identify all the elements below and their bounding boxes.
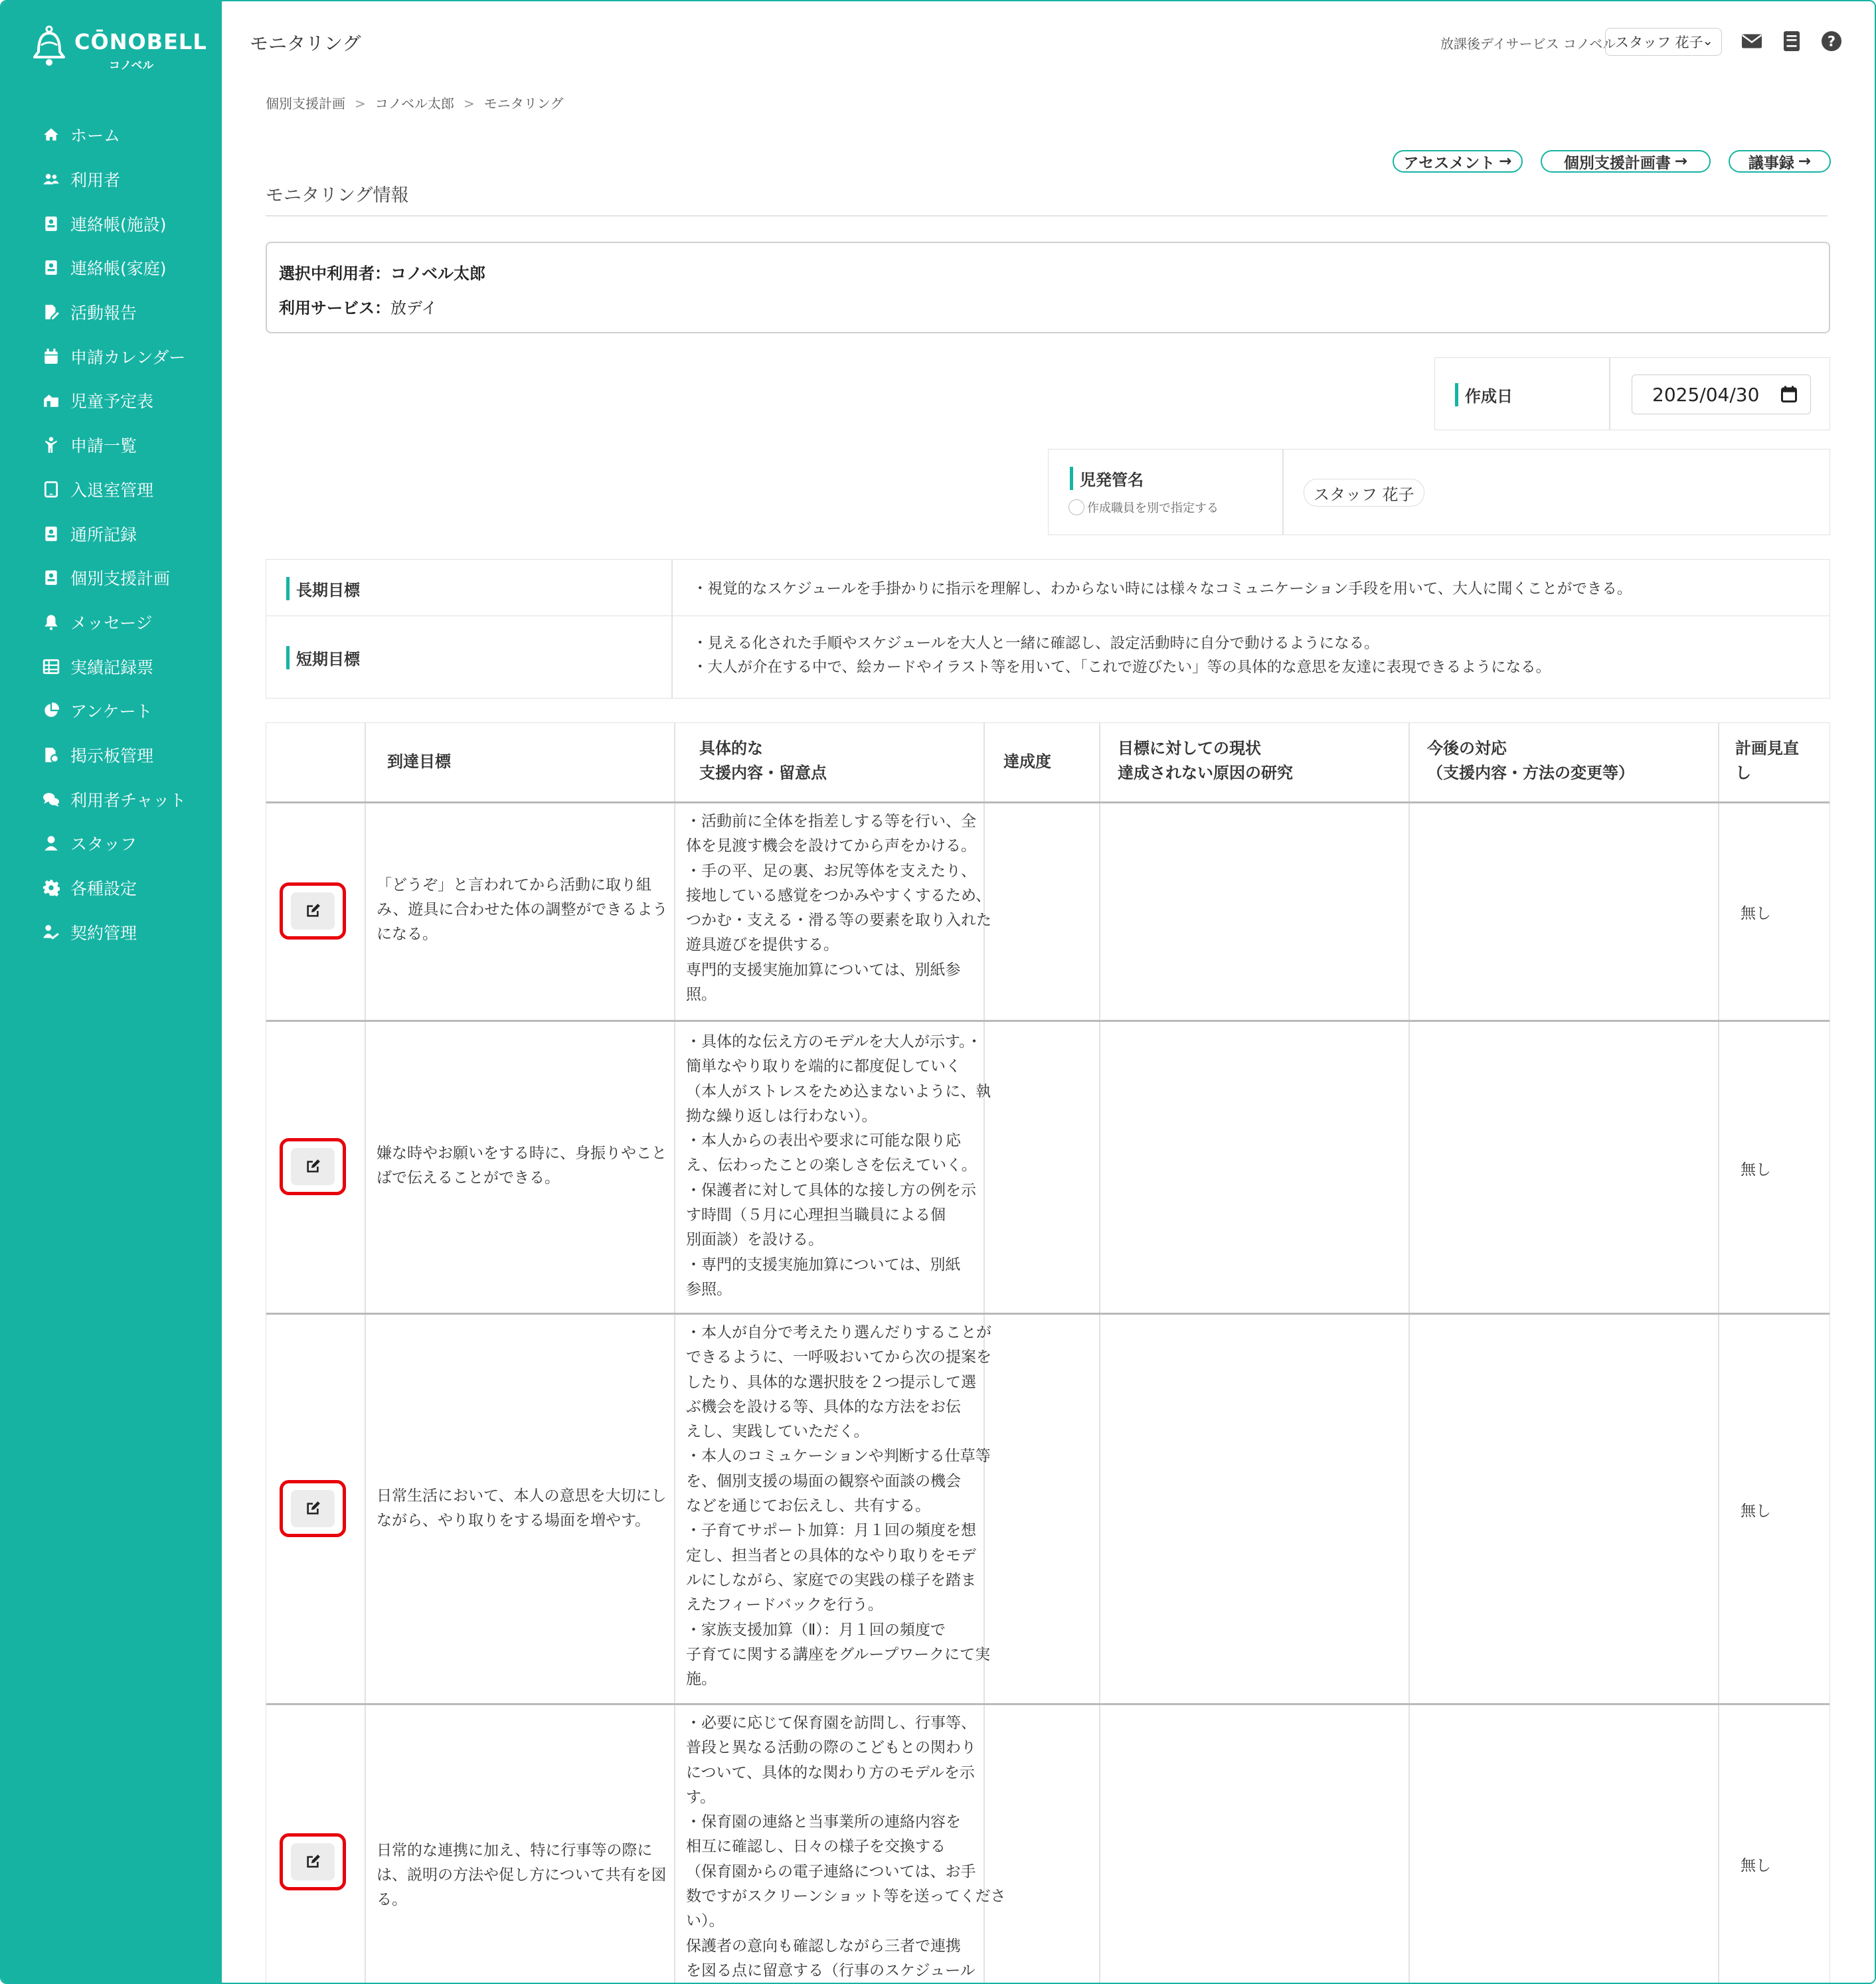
support-line: 普段と異なる活動の際のこどもとの関わり	[686, 1739, 976, 1757]
support-line: ぶ機会を設ける等、具体的な方法をお伝	[686, 1398, 961, 1416]
header-future-line: 今後の対応	[1427, 739, 1507, 758]
support-plan-button[interactable]	[1541, 150, 1711, 173]
sidebar-item-label: メッセージ	[70, 613, 153, 633]
support-line: 子育てに関する講座をグループワークにて実	[686, 1645, 991, 1663]
support-line: 簡単なやり取りを端的に都度促していく	[686, 1058, 961, 1076]
edit-icon	[304, 1853, 321, 1870]
sidebar-item-label: 利用者チャット	[70, 790, 187, 810]
header-status	[1118, 736, 1293, 785]
sidebar-item-label: 申請一覧	[70, 436, 137, 456]
report-edit-icon	[41, 303, 61, 321]
row-divider	[266, 1313, 1830, 1315]
support-line: 接地している感覚をつかみやすくするため、	[686, 886, 991, 904]
main-content	[222, 3, 1875, 1984]
header-support-line: 支援内容・留意点	[699, 764, 827, 782]
long-term-goal-text: ・視覚的なスケジュールを手掛かりに指示を理解し、わからない時には様々なコミュニケーション手段を用いて、大人に聞くことができる。	[693, 580, 1632, 598]
support-line: 体を見渡す機会を設けてから声をかける。	[686, 837, 976, 855]
support-line: 保護者の意向も確認しながら三者で連携	[686, 1937, 961, 1955]
sidebar-item-board[interactable]	[1, 733, 222, 778]
support-cell	[686, 809, 991, 1007]
header-review	[1735, 736, 1799, 785]
sidebar-item-label: 各種設定	[70, 879, 137, 899]
calendar-icon	[41, 347, 61, 366]
support-line: 遊具遊びを提供する。	[686, 936, 839, 954]
manager-label: 児発管名	[1070, 467, 1144, 490]
selected-user-line	[279, 260, 485, 284]
sidebar-item-contact-home[interactable]	[1, 246, 222, 290]
record-book-icon	[41, 525, 61, 543]
sidebar-item-label: 入退室管理	[70, 480, 154, 500]
sidebar-item-home[interactable]	[1, 113, 222, 157]
support-line: ・必要に応じて保育園を訪問し、行事等、	[686, 1714, 976, 1732]
header-future-line: （支援内容・方法の変更等）	[1427, 764, 1634, 782]
sidebar-item-performance-record[interactable]	[1, 644, 222, 689]
calendar-icon[interactable]	[1780, 384, 1798, 403]
sidebar-item-activity-report[interactable]	[1, 290, 222, 335]
sidebar-item-label: 活動報告	[70, 303, 137, 323]
board-icon	[41, 746, 61, 764]
row-divider	[266, 1703, 1830, 1705]
row-divider	[266, 801, 1830, 803]
sidebar-item-label: 連絡帳(施設)	[70, 214, 167, 234]
arrow-right-icon: →	[1499, 153, 1512, 170]
support-line: 照。	[686, 986, 717, 1004]
staff-icon	[41, 834, 61, 853]
support-line: えし、実践していただく。	[686, 1423, 869, 1441]
support-line: （本人がストレスをため込まないように、執	[686, 1082, 991, 1100]
sidebar	[1, 1, 222, 1983]
support-line: ・子育てサポート加算：月１回の頻度を想	[686, 1522, 976, 1540]
support-line: 施。	[686, 1671, 717, 1689]
help-icon[interactable]	[1820, 29, 1843, 53]
brand-sub: コノベル	[109, 59, 154, 72]
child-icon	[41, 436, 61, 454]
header-goal: 到達目標	[387, 752, 451, 771]
support-line: ルにしながら、家庭での実践の様子を踏ま	[686, 1571, 976, 1589]
arrow-right-icon: →	[1674, 153, 1688, 170]
edit-row-button[interactable]	[280, 1138, 346, 1195]
manager-block	[1048, 449, 1830, 535]
edit-row-button-inner	[291, 1490, 335, 1527]
support-line: す時間（５月に心理担当職員による個	[686, 1206, 946, 1224]
pie-chart-icon	[41, 701, 61, 720]
support-line: 別面談）を設ける。	[686, 1231, 823, 1249]
breadcrumb-separator: >	[463, 96, 475, 112]
support-line: （保育園からの電子連絡については、お手	[686, 1862, 976, 1880]
assessment-button-label: アセスメント	[1403, 154, 1495, 172]
assessment-button[interactable]	[1393, 150, 1523, 173]
selected-user-panel	[266, 242, 1830, 333]
selected-user-label: 選択中利用者：	[279, 264, 390, 283]
sidebar-item-entry-exit[interactable]	[1, 467, 222, 512]
sidebar-item-settings[interactable]	[1, 866, 222, 910]
review-cell: 無し	[1741, 905, 1771, 922]
support-line: を、個別支援の場面の観察や面談の機会	[686, 1472, 961, 1490]
sidebar-item-label: 児童予定表	[70, 392, 154, 412]
edit-icon	[304, 902, 321, 920]
mail-icon[interactable]	[1740, 29, 1764, 53]
contact-book-icon	[41, 258, 61, 277]
staff-select[interactable]	[1605, 28, 1722, 56]
contact-book-icon	[41, 214, 61, 233]
breadcrumb-separator: >	[355, 96, 366, 112]
sidebar-item-label: 申請カレンダー	[70, 347, 186, 367]
divider	[1609, 358, 1610, 430]
support-line: ・活動前に全体を指差しする等を行い、全	[686, 813, 976, 830]
sidebar-item-label: 通所記録	[70, 525, 137, 544]
sidebar-item-attendance-record[interactable]	[1, 511, 222, 556]
support-line: ・本人からの表出や要求に可能な限り応	[686, 1132, 961, 1150]
bell-logo-icon	[29, 25, 69, 69]
support-cell	[686, 1711, 1006, 1983]
schedule-icon	[41, 391, 61, 410]
created-date-block	[1434, 357, 1830, 430]
sidebar-item-label: スタッフ	[70, 835, 137, 855]
support-line: ・手の平、足の裏、お尻等体を支えたり、	[686, 862, 976, 880]
support-line: ・本人が自分で考えたり選んだりすることが	[686, 1324, 991, 1341]
breadcrumb-item-current: モニタリング	[483, 96, 564, 112]
service-value: 放デイ	[390, 299, 438, 317]
created-date-input[interactable]	[1632, 374, 1811, 414]
users-icon	[41, 170, 61, 189]
header-review-line: 計画見直	[1735, 739, 1799, 758]
edit-row-button[interactable]	[280, 1480, 346, 1537]
goal-cell: 「どうぞ」と言われてから活動に取り組み、遊具に合わせた体の調整ができるようになる。	[377, 876, 668, 943]
header-status-line: 達成されない原因の研究	[1118, 764, 1293, 782]
support-line: す。	[686, 1788, 716, 1806]
sidebar-item-calendar[interactable]	[1, 334, 222, 378]
section-divider	[266, 215, 1828, 216]
support-line: ・家族支援加算（Ⅱ）：月１回の頻度で	[686, 1621, 946, 1639]
plan-book-icon	[41, 568, 61, 587]
review-cell: 無し	[1741, 1503, 1771, 1520]
support-line: ・具体的な伝え方のモデルを大人が示す。・	[686, 1033, 982, 1050]
service-label: 利用サービス：	[279, 299, 390, 317]
support-line: え、伝わったことの楽しさを伝えていく。	[686, 1157, 977, 1175]
home-icon	[41, 125, 61, 144]
specify-staff-option[interactable]	[1068, 499, 1219, 516]
breadcrumb-item-user[interactable]: コノベル太郎	[375, 96, 454, 112]
column-divider	[1408, 723, 1410, 1984]
section-title: モニタリング情報	[266, 185, 409, 206]
sidebar-item-users[interactable]	[1, 157, 222, 202]
divider	[671, 560, 673, 698]
goal-cell: 日常生活において、本人の意思を大切にしながら、やり取りをする場面を増やす。	[377, 1487, 667, 1529]
review-cell: 無し	[1741, 1857, 1771, 1874]
edit-row-button[interactable]	[280, 1833, 346, 1890]
short-term-goal-text: ・見える化された手順やスケジュールを大人と一緒に確認し、設定活動時に自分で動けるようになる。	[693, 635, 1379, 652]
sidebar-item-staff[interactable]	[1, 821, 222, 866]
sidebar-item-messages[interactable]	[1, 600, 222, 645]
bell-icon	[41, 613, 61, 631]
support-line: 参照。	[686, 1280, 732, 1298]
edit-row-button[interactable]	[280, 882, 346, 940]
tablet-icon	[41, 480, 61, 499]
edit-row-button-inner	[291, 892, 335, 930]
chevron-down-icon: ⌄	[1702, 33, 1713, 48]
support-line: したり、具体的な選択肢を２つ提示して選	[686, 1373, 976, 1391]
sidebar-item-label: アンケート	[70, 702, 153, 722]
sidebar-item-label: 実績記録票	[70, 657, 154, 677]
short-term-goal-text: ・大人が介在する中で、絵カードやイラスト等を用いて、「これで遊びたい」等の具体的な意思を友達に表現できるようになる。	[693, 659, 1551, 676]
staff-select-value: スタッフ 花子	[1615, 35, 1703, 50]
divider	[1282, 450, 1284, 535]
sidebar-item-contact-facility[interactable]	[1, 201, 222, 246]
selected-user-value: コノベル太郎	[390, 264, 486, 283]
header-support	[699, 736, 827, 785]
row-divider	[266, 1020, 1830, 1022]
support-cell	[686, 1321, 991, 1692]
support-line: などを通じてお伝えし、共有する。	[686, 1497, 930, 1515]
brand-logo[interactable]	[29, 25, 207, 73]
sidebar-item-label: 個別支援計画	[70, 569, 171, 589]
edit-row-button-inner	[291, 1148, 335, 1185]
manual-book-icon[interactable]	[1780, 29, 1804, 53]
support-line: い）。	[686, 1912, 725, 1930]
column-divider	[1099, 723, 1100, 1984]
sidebar-nav	[1, 113, 222, 954]
sidebar-item-child-schedule[interactable]	[1, 378, 222, 423]
sidebar-item-label: 連絡帳(家庭)	[70, 259, 167, 279]
support-line: ・保護者に対して具体的な接し方の例を示	[686, 1181, 976, 1199]
breadcrumb-item-plan[interactable]: 個別支援計画	[266, 96, 345, 112]
support-line: ・本人のコミュケーションや判断する仕草等	[686, 1447, 991, 1465]
support-line: ・専門的支援実施加算については、別紙	[686, 1256, 961, 1274]
review-cell: 無し	[1741, 1161, 1771, 1179]
sidebar-item-label: ホーム	[70, 126, 121, 146]
page-title: モニタリング	[250, 33, 361, 54]
service-line	[279, 295, 437, 318]
edit-icon	[304, 1158, 321, 1175]
svg-text:?: ?	[1827, 33, 1836, 50]
created-date-label: 作成日	[1455, 383, 1513, 406]
sidebar-item-label: 掲示板管理	[70, 746, 154, 766]
chat-icon	[41, 790, 61, 809]
support-line: 専門的支援実施加算については、別紙参	[686, 961, 961, 979]
sidebar-item-label: 契約管理	[70, 923, 137, 943]
sidebar-item-label: 利用者	[70, 171, 121, 191]
sidebar-item-contract[interactable]	[1, 910, 222, 954]
goal-cell: 嫌な時やお願いをする時に、身振りやことばで伝えることができる。	[377, 1145, 667, 1187]
goal-cell: 日常的な連携に加え、特に行事等の際には、説明の方法や促し方について共有を図る。	[377, 1842, 667, 1908]
sidebar-item-request-list[interactable]	[1, 423, 222, 467]
minutes-button[interactable]	[1729, 150, 1831, 173]
org-name: 放課後デイサービス コノベル	[1440, 36, 1616, 52]
support-line: 相互に確認し、日々の様子を交換する	[686, 1838, 946, 1856]
header-status-line: 目標に対しての現状	[1118, 739, 1261, 758]
goals-table	[266, 559, 1830, 699]
monitoring-table	[266, 722, 1830, 1984]
column-divider	[365, 723, 366, 1984]
brand-name: CŌNOBELL	[74, 29, 207, 54]
support-line: できるように、一呼吸おいてから次の提案を	[686, 1349, 991, 1366]
support-line: ・保育園の連絡と当事業所の連絡内容を	[686, 1813, 961, 1831]
created-date-value: 2025/04/30	[1652, 383, 1760, 406]
support-line: 数ですがスクリーンショット等を送ってくださ	[686, 1888, 1006, 1906]
support-line: 拗な繰り返しは行わない）。	[686, 1107, 877, 1125]
specify-staff-label: 作成職員を別で指定する	[1087, 501, 1219, 515]
header-support-line: 具体的な	[699, 739, 763, 758]
arrow-right-icon: →	[1798, 153, 1812, 170]
edit-icon	[304, 1500, 321, 1517]
sidebar-item-support-plan[interactable]	[1, 556, 222, 600]
table-icon	[41, 657, 61, 676]
short-term-goal-label: 短期目標	[286, 646, 360, 669]
minutes-button-label: 議事録	[1748, 154, 1794, 172]
support-plan-button-label: 個別支援計画書	[1563, 154, 1671, 172]
header-achievement: 達成度	[1003, 752, 1051, 771]
breadcrumb	[266, 93, 563, 112]
gear-icon	[41, 878, 61, 897]
column-divider	[674, 723, 675, 1984]
support-line: について、具体的な関わり方のモデルを示	[686, 1764, 975, 1781]
manager-name-chip[interactable]: スタッフ 花子	[1304, 479, 1424, 507]
specify-staff-radio[interactable]	[1068, 499, 1084, 515]
header-review-line: し	[1735, 764, 1751, 782]
edit-row-button-inner	[291, 1843, 335, 1880]
sidebar-item-user-chat[interactable]	[1, 777, 222, 821]
support-line: えたフィードバックを行う。	[686, 1596, 883, 1614]
header-future	[1427, 736, 1634, 785]
long-term-goal-label: 長期目標	[286, 577, 360, 600]
support-line: 定し、担当者との具体的なやり取りをモデ	[686, 1546, 976, 1564]
column-divider	[1718, 723, 1719, 1984]
support-cell	[686, 1030, 991, 1302]
support-line: つかむ・支える・滑る等の要素を取り入れた	[686, 912, 991, 930]
support-line: を図る点に留意する（行事のスケジュール	[686, 1961, 976, 1979]
contract-icon	[41, 923, 61, 942]
sidebar-item-survey[interactable]	[1, 689, 222, 733]
